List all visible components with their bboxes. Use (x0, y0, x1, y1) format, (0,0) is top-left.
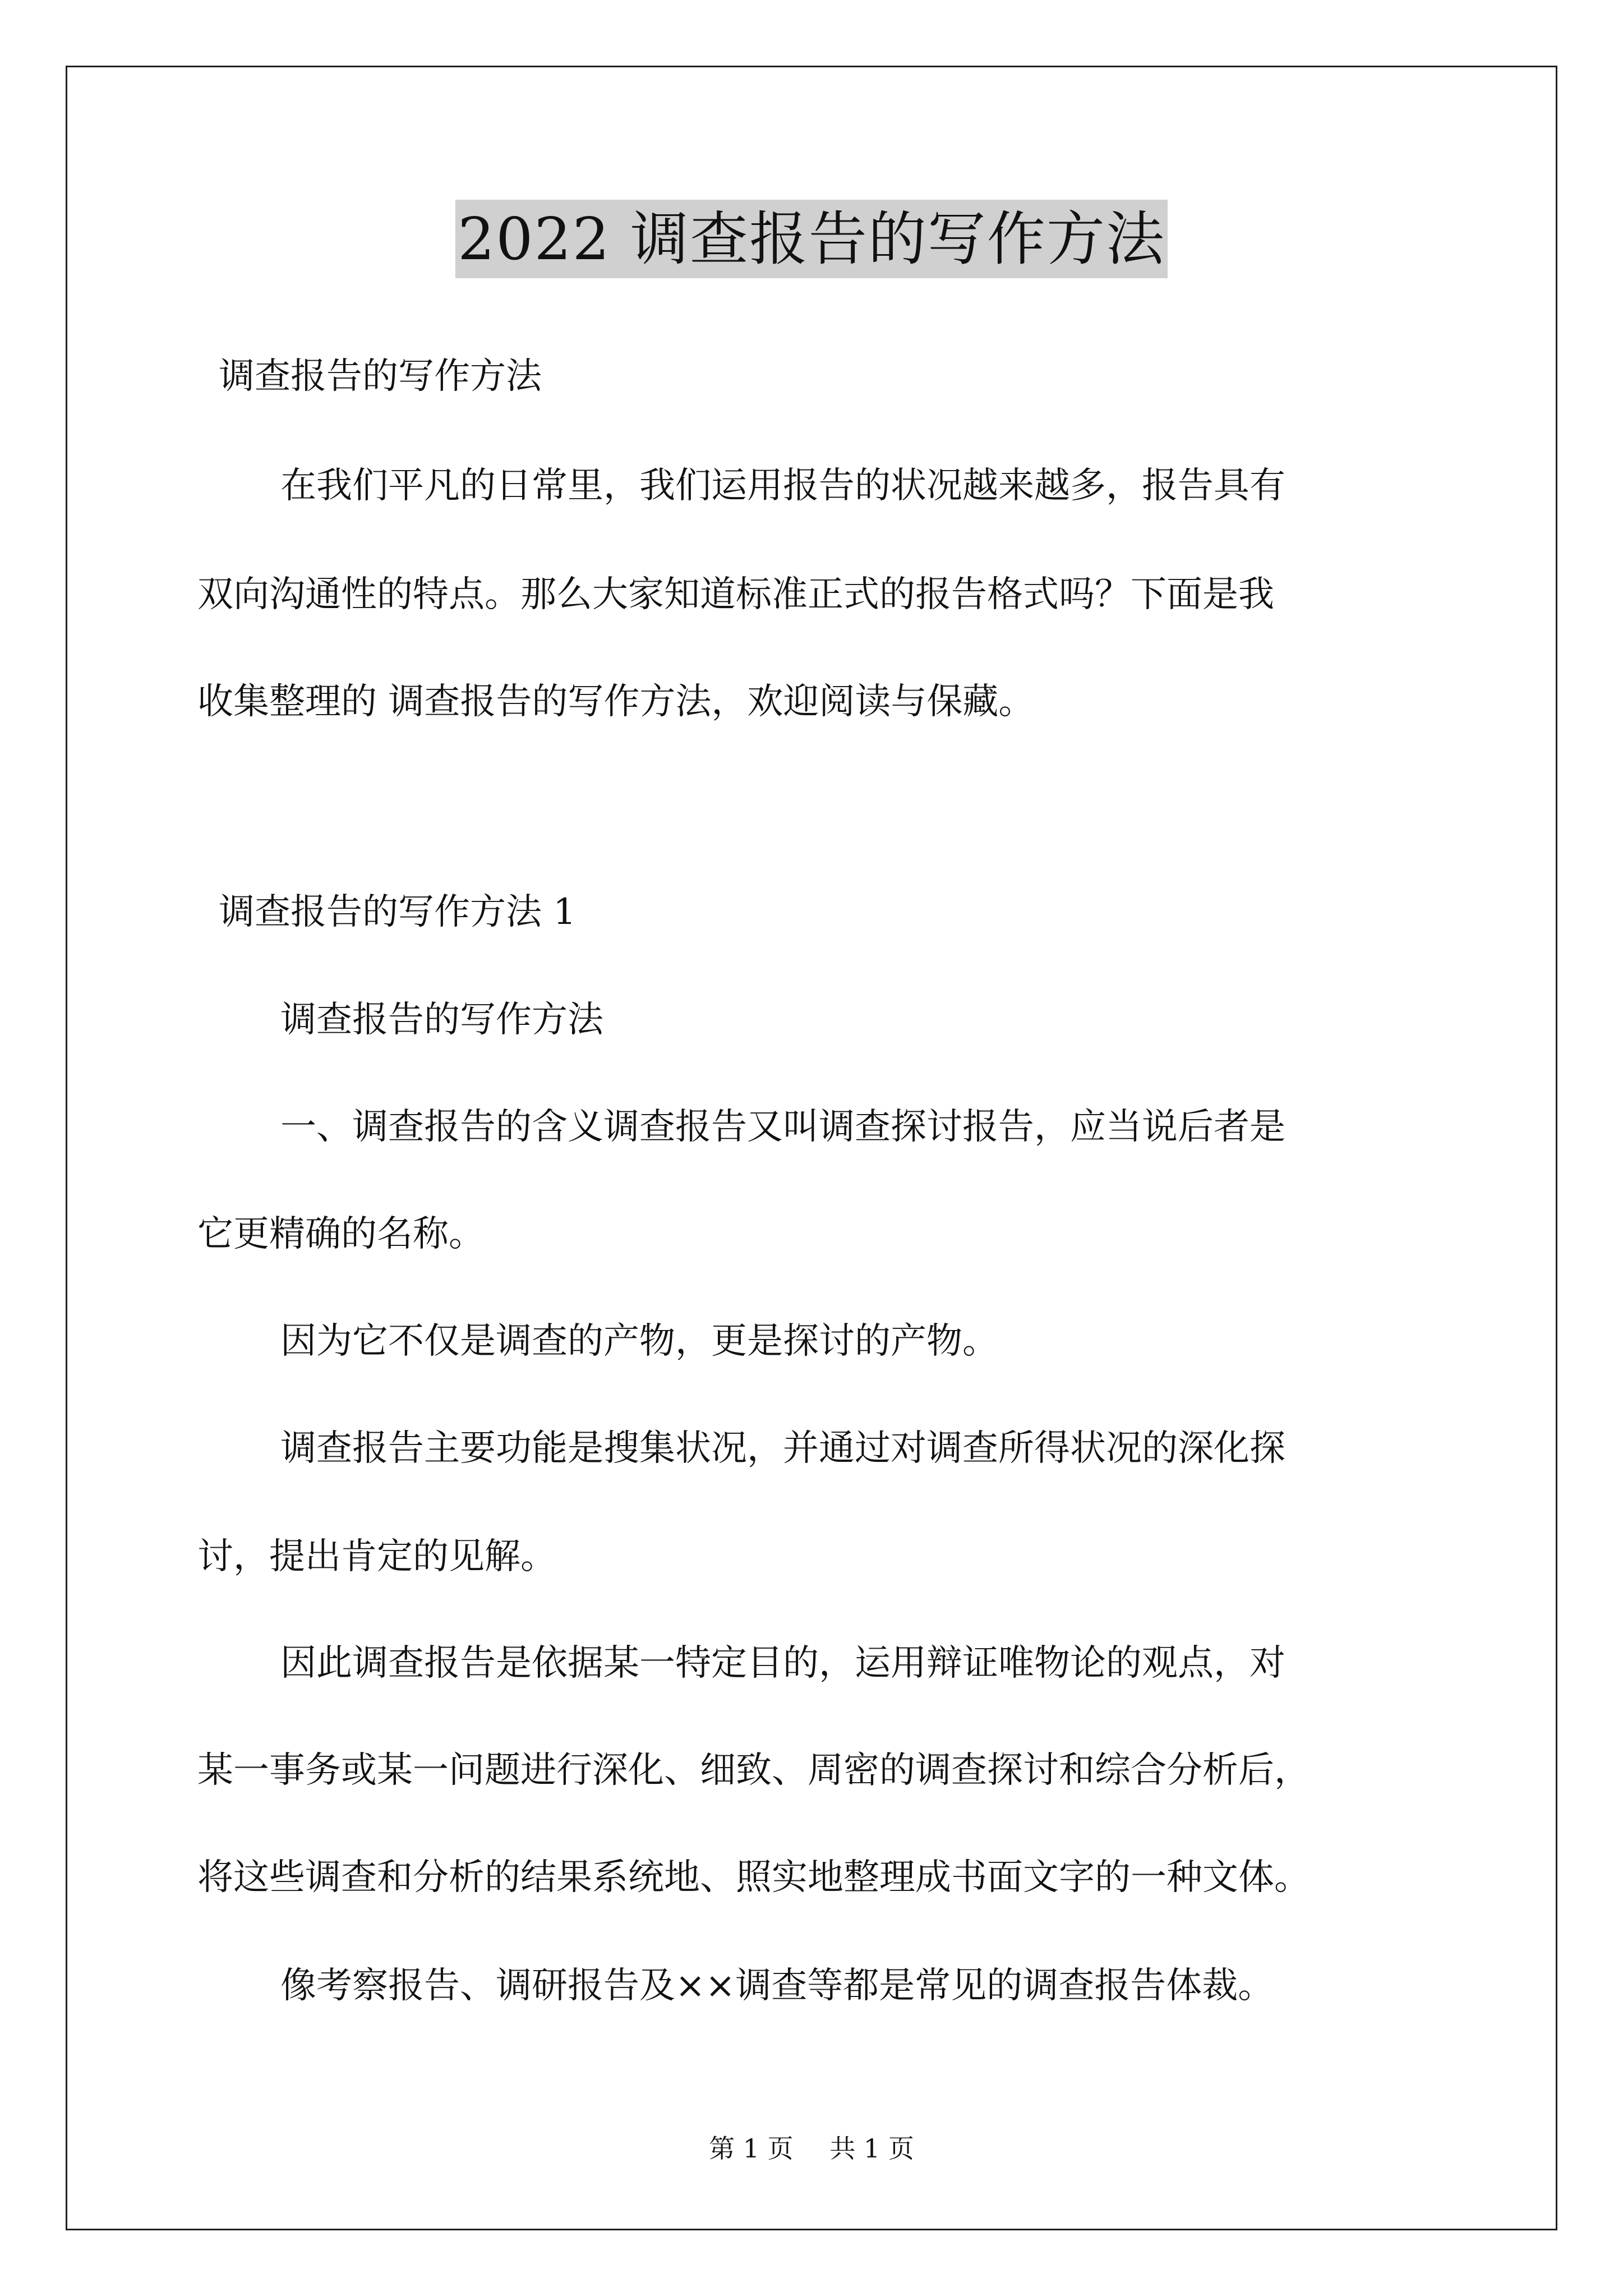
paragraph-line: 像考察报告、调研报告及××调查等都是常见的调查报告体裁。 (280, 1965, 1274, 2007)
paragraph-line: 在我们平凡的日常里，我们运用报告的状况越来越多，报告具有 (280, 465, 1285, 507)
paragraph-line: 因为它不仅是调查的产物，更是探讨的产物。 (280, 1320, 998, 1362)
paragraph-line: 双向沟通性的特点。那么大家知道标准正式的报告格式吗？下面是我 (197, 574, 1274, 615)
document-title: 2022 调查报告的写作方法 (455, 200, 1168, 278)
subtitle-line: 调查报告的写作方法 (219, 356, 542, 397)
page-footer (0, 2132, 1623, 2165)
paragraph-line: 调查报告的写作方法 (280, 999, 603, 1041)
paragraph-line: 某一事务或某一问题进行深化、细致、周密的调查探讨和综合分析后， (197, 1750, 1310, 1791)
page-total: 共 1 页 (829, 2133, 914, 2164)
paragraph-line: 调查报告主要功能是搜集状况，并通过对调查所得状况的深化探 (280, 1428, 1285, 1469)
paragraph-line: 因此调查报告是依据某一特定目的，运用辩证唯物论的观点，对 (280, 1642, 1285, 1684)
paragraph-line: 将这些调查和分析的结果系统地、照实地整理成书面文字的一种文体。 (197, 1857, 1310, 1898)
page-number: 第 1 页 (709, 2133, 794, 2164)
paragraph-line: 一、调查报告的含义调查报告又叫调查探讨报告，应当说后者是 (280, 1106, 1285, 1148)
title-container (0, 200, 1623, 278)
section-heading: 调查报告的写作方法 1 (219, 891, 577, 933)
paragraph-line: 讨，提出肯定的见解。 (197, 1536, 556, 1577)
paragraph-line: 它更精确的名称。 (197, 1213, 485, 1255)
paragraph-line: 收集整理的 调查报告的写作方法，欢迎阅读与保藏。 (197, 681, 1035, 723)
